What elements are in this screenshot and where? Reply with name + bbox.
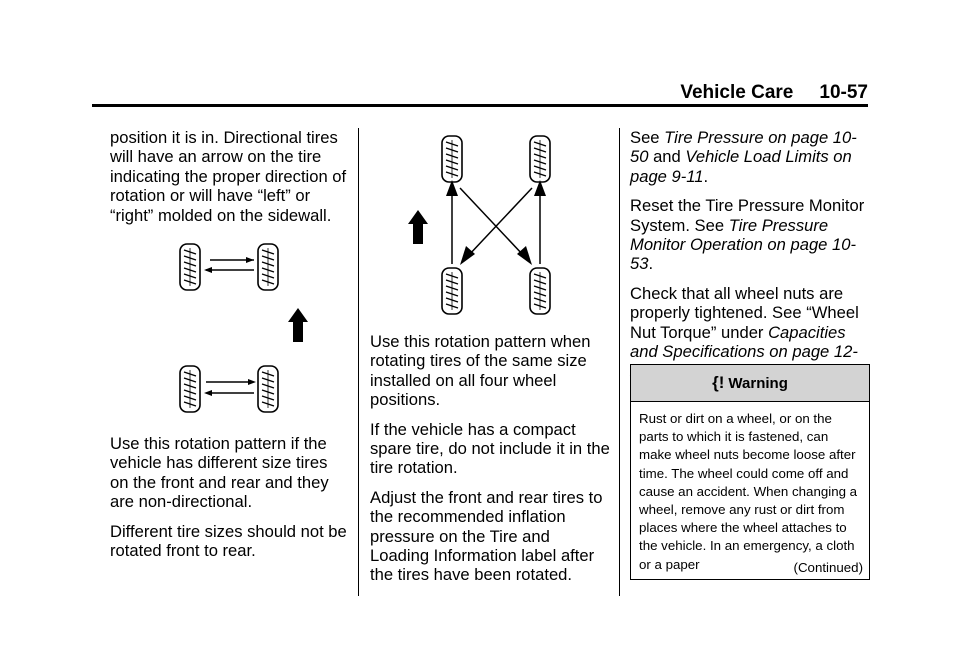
section-title: Vehicle Care xyxy=(680,82,794,103)
page-number: 10-57 xyxy=(819,82,868,103)
paragraph-front-to-rear: Different tire sizes should not be rotated front to rear. xyxy=(110,521,347,561)
tire-front-left xyxy=(180,244,200,290)
tire-front-right xyxy=(258,244,278,290)
swap-arrows-rear xyxy=(204,379,256,396)
tire-rear-right xyxy=(258,366,278,412)
paragraph-compact-spare: If the vehicle has a compact spare tire, do not include it in the tire rotation. xyxy=(370,419,610,478)
warning-header xyxy=(631,365,869,402)
column-3 xyxy=(630,128,870,391)
forward-arrow-icon xyxy=(408,210,428,244)
paragraph-reset-tpms: Reset the Tire Pressure Monitor System. See Tire Pressure Monitor Operation on page 10-53. xyxy=(630,196,865,274)
front-rear-rotation-diagram xyxy=(160,232,330,416)
link-vehicle-load-limits[interactable]: Vehicle Load Limits on page 9-11 xyxy=(630,147,852,186)
rotation-arrows xyxy=(446,180,546,265)
column-1-lower xyxy=(110,434,350,570)
link-tpms-operation[interactable]: Tire Pressure Monitor Operation on page 10-53 xyxy=(630,215,857,274)
column-divider-2 xyxy=(619,128,620,596)
tire-rear-right xyxy=(530,268,550,314)
continued-label: (Continued) xyxy=(793,560,863,575)
paragraph-same-size: Use this rotation pattern when rotating tires of the same size installed on all four wheel positions. xyxy=(370,332,591,410)
paragraph-adjust-pressure: Adjust the front and rear tires to the recommended inflation pressure on the Tire and Loading Information label after the tires have been rotated. xyxy=(370,487,603,585)
paragraph-directional-tires: position it is in. Directional tires will have an arrow on the tire indicating the proper direction of rotation or will have “left” or “right” molded on the sidewall. xyxy=(110,128,347,225)
warning-box xyxy=(630,364,870,580)
tire-front-right xyxy=(530,136,550,182)
page-header xyxy=(680,82,868,104)
header-rule xyxy=(92,104,868,107)
link-tire-pressure[interactable]: Tire Pressure on page 10-50 xyxy=(630,128,857,167)
warning-icon: {! xyxy=(712,373,725,392)
forward-arrow-icon xyxy=(288,308,308,342)
warning-title: Warning xyxy=(728,374,788,392)
swap-arrows-front xyxy=(204,257,254,273)
paragraph-see-pressure: See Tire Pressure on page 10-50 and Vehicle Load Limits on page 9-11. xyxy=(630,128,857,186)
tire-rear-left xyxy=(442,268,462,314)
column-1 xyxy=(110,128,350,235)
paragraph-different-size: Use this rotation pattern if the vehicle has different size tires on the front and rear and they are non-directional. xyxy=(110,434,329,512)
column-divider-1 xyxy=(358,128,359,596)
warning-body: Rust or dirt on a wheel, or on the parts to which it is fastened, can make wheel nuts become loose after time. The wheel could come off and cause an accident. When changing a wheel, remove any rust or dirt from places where the wheel attaches to the vehicle. In an emergency, a cloth or a paper xyxy=(639,411,858,572)
paragraph-wheel-nuts: Check that all wheel nuts are properly tightened. See “Wheel Nut Torque” under Capacities and Specifications on page 12- xyxy=(630,284,870,381)
link-capacities-specs[interactable]: Capacities and Specifications on page 12- xyxy=(630,322,858,362)
x-rotation-diagram xyxy=(400,128,580,324)
tire-rear-left xyxy=(180,366,200,412)
tire-front-left xyxy=(442,136,462,182)
column-2 xyxy=(370,332,612,595)
